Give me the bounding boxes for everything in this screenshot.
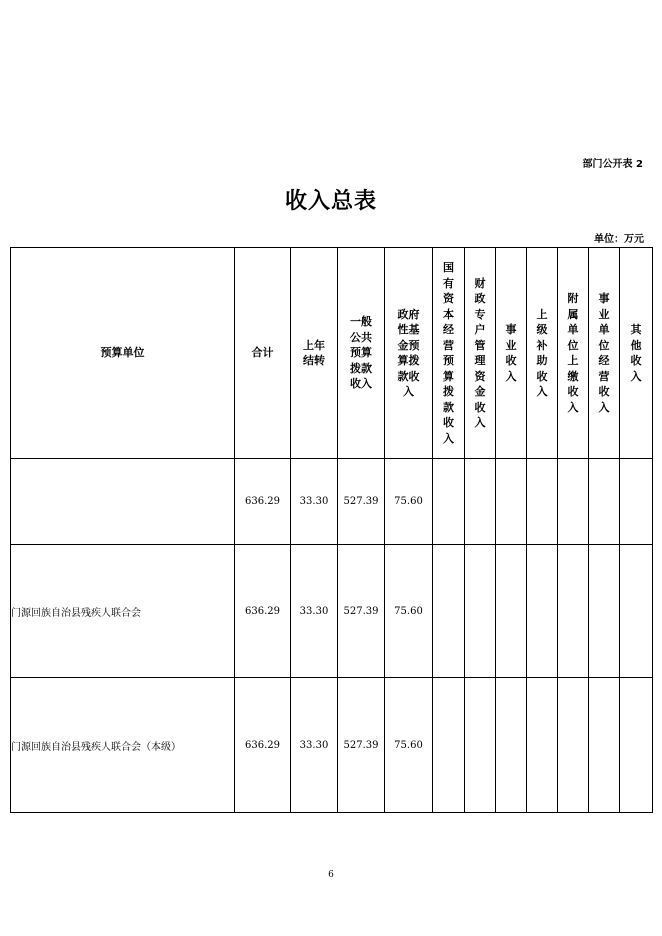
general-budget-cell: 527.39 (338, 678, 385, 813)
table-header-row (11, 248, 653, 459)
superior-subsidy-cell (527, 459, 558, 545)
special-account-cell (465, 545, 496, 678)
affiliate-remit-cell (558, 678, 589, 813)
state-capital-cell (433, 545, 465, 678)
column-header: 财政专户管理资金收入 (465, 248, 496, 459)
other-income-cell (620, 678, 653, 813)
column-header: 事业单位经营收入 (589, 248, 620, 459)
fund-budget-cell: 75.60 (385, 459, 433, 545)
unit-name-cell (11, 459, 235, 545)
income-summary-table (10, 247, 653, 813)
business-income-cell (496, 678, 527, 813)
page-title: 收入总表 (284, 189, 377, 214)
page-label: 部门公开表 2 (582, 159, 643, 170)
fund-budget-cell: 75.60 (385, 545, 433, 678)
column-header: 国有资本经营预算拨款收入 (433, 248, 465, 459)
table-row (11, 545, 653, 678)
table-row (11, 459, 653, 545)
state-capital-cell (433, 459, 465, 545)
page-number: 6 (328, 870, 334, 880)
carryover-cell: 33.30 (291, 459, 338, 545)
operating-income-cell (589, 459, 620, 545)
general-budget-cell: 527.39 (338, 459, 385, 545)
other-income-cell (620, 459, 653, 545)
table-row (11, 678, 653, 813)
column-header: 预算单位 (11, 248, 235, 459)
column-header: 合计 (235, 248, 291, 459)
business-income-cell (496, 459, 527, 545)
total-cell: 636.29 (235, 678, 291, 813)
state-capital-cell (433, 678, 465, 813)
affiliate-remit-cell (558, 545, 589, 678)
column-header: 事业收入 (496, 248, 527, 459)
column-header: 附属单位上缴收入 (558, 248, 589, 459)
carryover-cell: 33.30 (291, 545, 338, 678)
special-account-cell (465, 678, 496, 813)
special-account-cell (465, 459, 496, 545)
operating-income-cell (589, 545, 620, 678)
fund-budget-cell: 75.60 (385, 678, 433, 813)
affiliate-remit-cell (558, 459, 589, 545)
carryover-cell: 33.30 (291, 678, 338, 813)
superior-subsidy-cell (527, 678, 558, 813)
business-income-cell (496, 545, 527, 678)
column-header: 上级补助收入 (527, 248, 558, 459)
column-header: 政府性基金预算拨款收入 (385, 248, 433, 459)
total-cell: 636.29 (235, 459, 291, 545)
unit-label: 单位：万元 (594, 234, 644, 245)
column-header: 上年结转 (291, 248, 338, 459)
column-header: 一般公共预算拨款收入 (338, 248, 385, 459)
operating-income-cell (589, 678, 620, 813)
unit-name-cell: 门源回族自治县残疾人联合会 (11, 545, 235, 678)
column-header: 其他收入 (620, 248, 653, 459)
general-budget-cell: 527.39 (338, 545, 385, 678)
other-income-cell (620, 545, 653, 678)
total-cell: 636.29 (235, 545, 291, 678)
superior-subsidy-cell (527, 545, 558, 678)
unit-name-cell: 门源回族自治县残疾人联合会（本级） (11, 678, 235, 813)
